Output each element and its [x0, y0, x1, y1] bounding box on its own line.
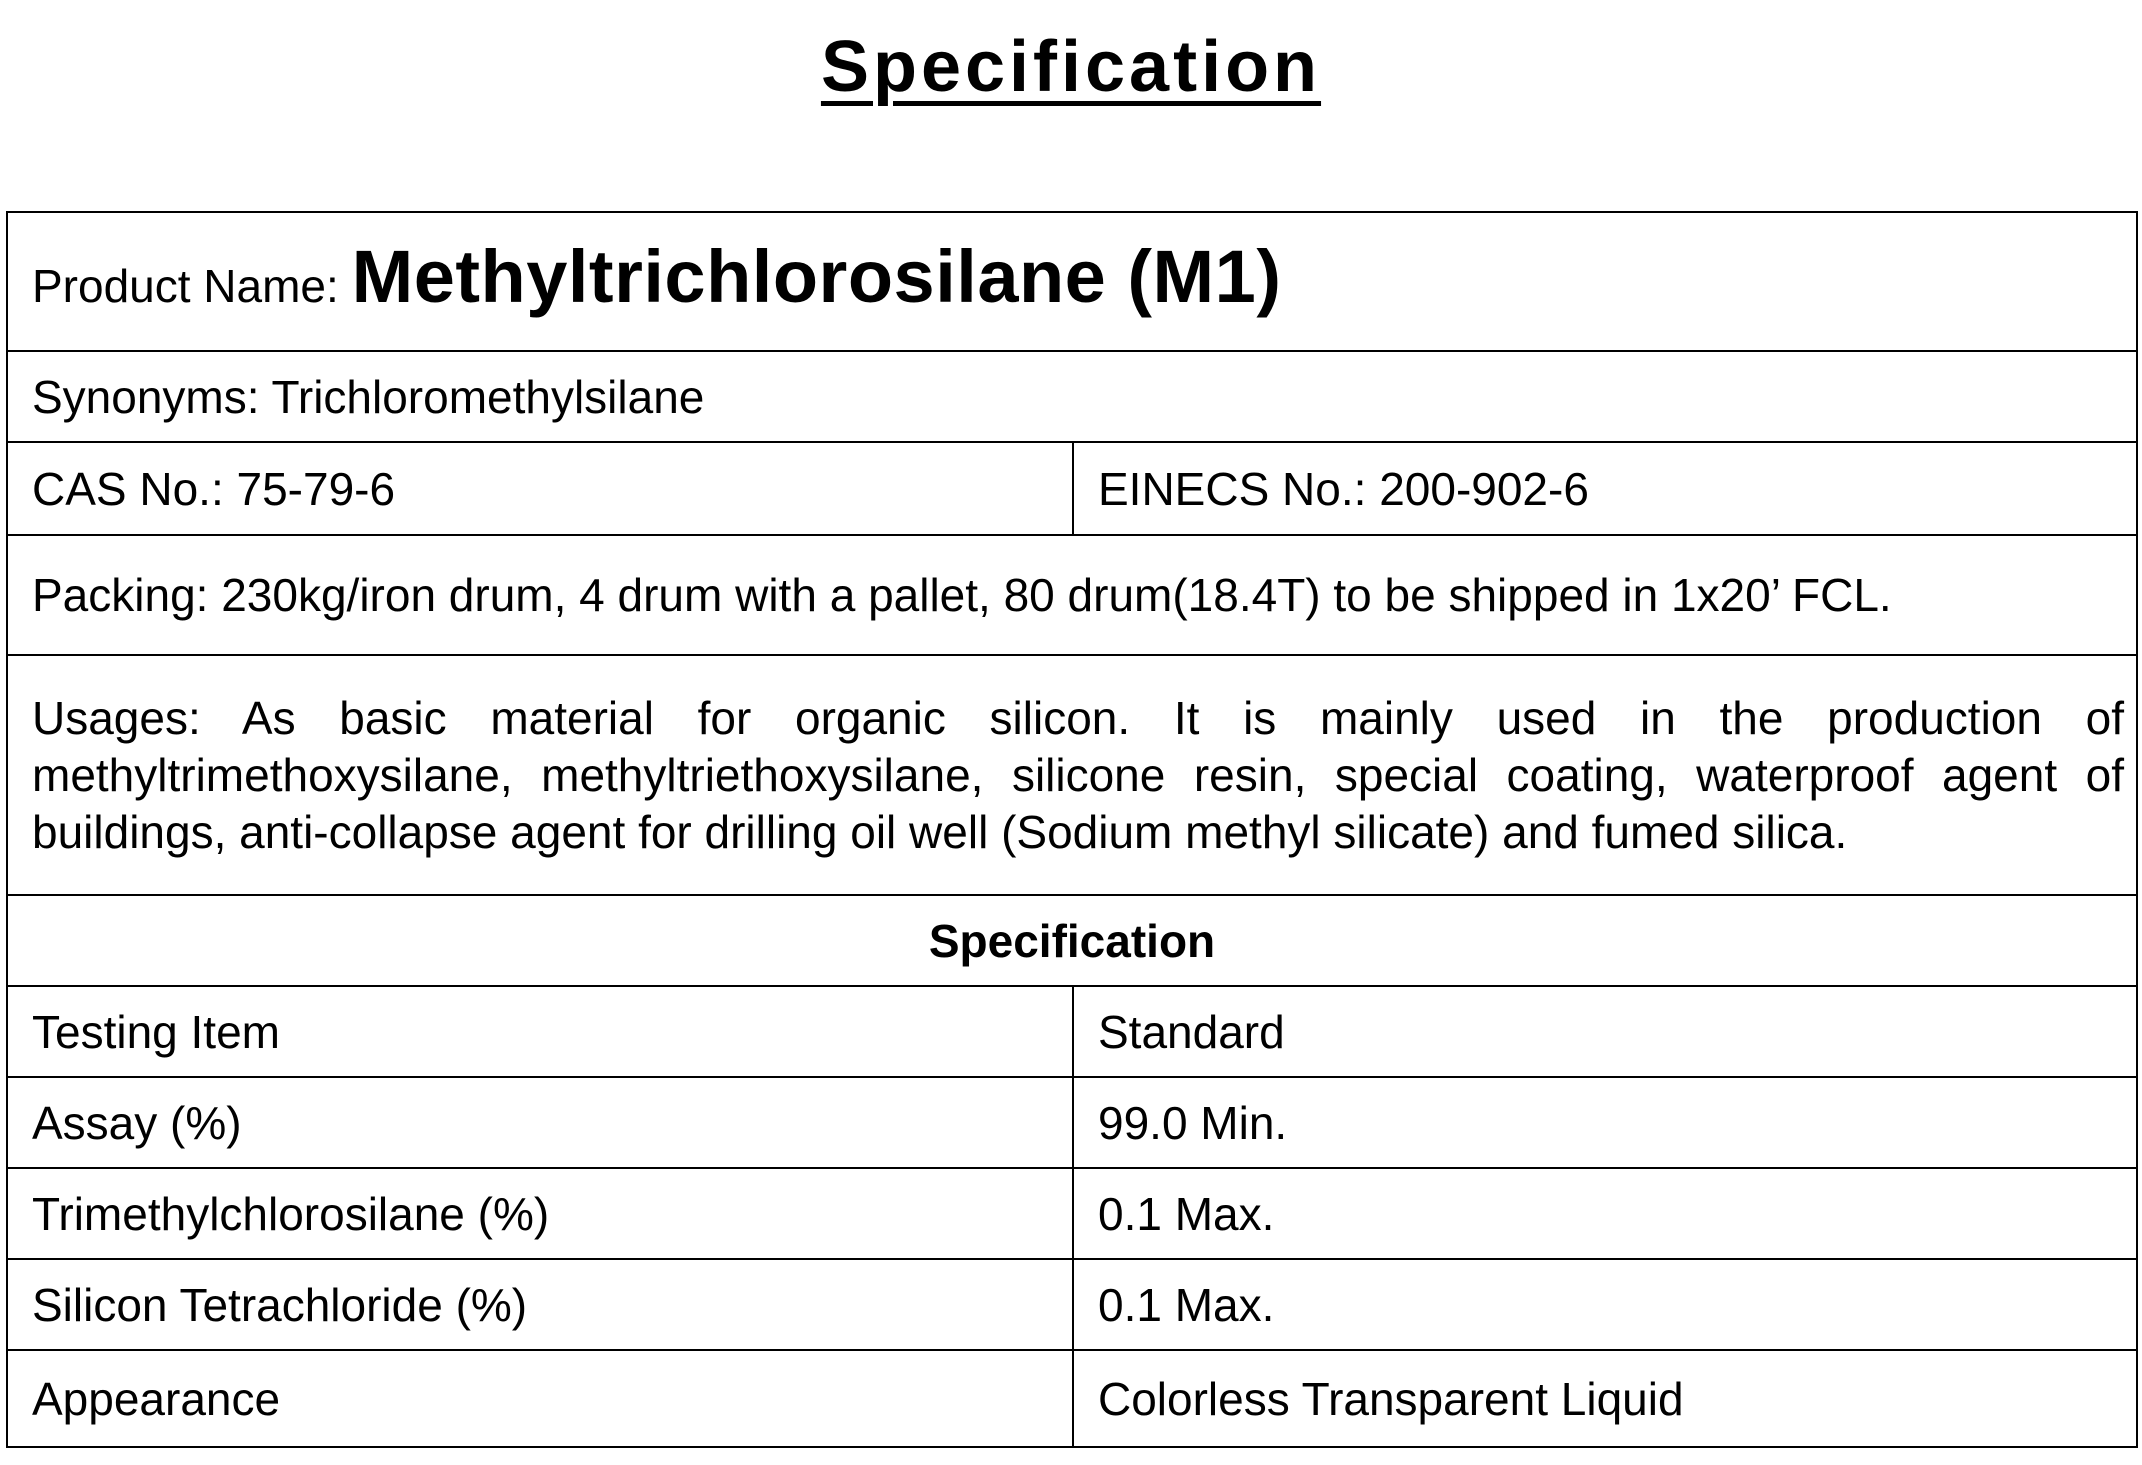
testing-item-cell: Silicon Tetrachloride (%): [7, 1259, 1073, 1350]
standard-cell: 0.1 Max.: [1073, 1168, 2137, 1259]
identifiers-row: [7, 442, 2137, 535]
table-row: [7, 1350, 2137, 1447]
document-title-text: Specification: [820, 27, 1322, 107]
cas-number-cell: CAS No.: 75-79-6: [7, 442, 1073, 535]
product-name-value: Methyltrichlorosilane (M1): [351, 235, 1282, 318]
product-name-cell: [7, 212, 2137, 351]
usages-cell: Usages: As basic material for organic silicon. It is mainly used in the production of methyltrimethoxysilane, methyltriethoxysilane, silicone resin, special coating, waterproof agent of buildings, anti-collapse agent for drilling oil well (Sodium methyl silicate) and fumed silica.: [7, 655, 2137, 895]
table-row: [7, 1259, 2137, 1350]
table-row: [7, 1168, 2137, 1259]
product-name-row: [7, 212, 2137, 351]
testing-item-cell: Appearance: [7, 1350, 1073, 1447]
product-name-label: Product Name:: [32, 260, 339, 312]
packing-row: [7, 535, 2137, 655]
synonyms-row: [7, 351, 2137, 442]
testing-item-header: Testing Item: [7, 986, 1073, 1077]
standard-cell: Colorless Transparent Liquid: [1073, 1350, 2137, 1447]
synonyms-cell: Synonyms: Trichloromethylsilane: [7, 351, 2137, 442]
specification-table: [6, 211, 2138, 1448]
testing-item-cell: Trimethylchlorosilane (%): [7, 1168, 1073, 1259]
standard-cell: 99.0 Min.: [1073, 1077, 2137, 1168]
specification-heading-row: [7, 895, 2137, 986]
document-title: [0, 22, 2142, 112]
standard-cell: 0.1 Max.: [1073, 1259, 2137, 1350]
table-header-row: [7, 986, 2137, 1077]
testing-item-cell: Assay (%): [7, 1077, 1073, 1168]
table-row: [7, 1077, 2137, 1168]
einecs-number-cell: EINECS No.: 200-902-6: [1073, 442, 2137, 535]
packing-cell: Packing: 230kg/iron drum, 4 drum with a pallet, 80 drum(18.4T) to be shipped in 1x20’ FCL.: [7, 535, 2137, 655]
standard-header: Standard: [1073, 986, 2137, 1077]
specification-heading: Specification: [7, 895, 2137, 986]
usages-row: [7, 655, 2137, 895]
